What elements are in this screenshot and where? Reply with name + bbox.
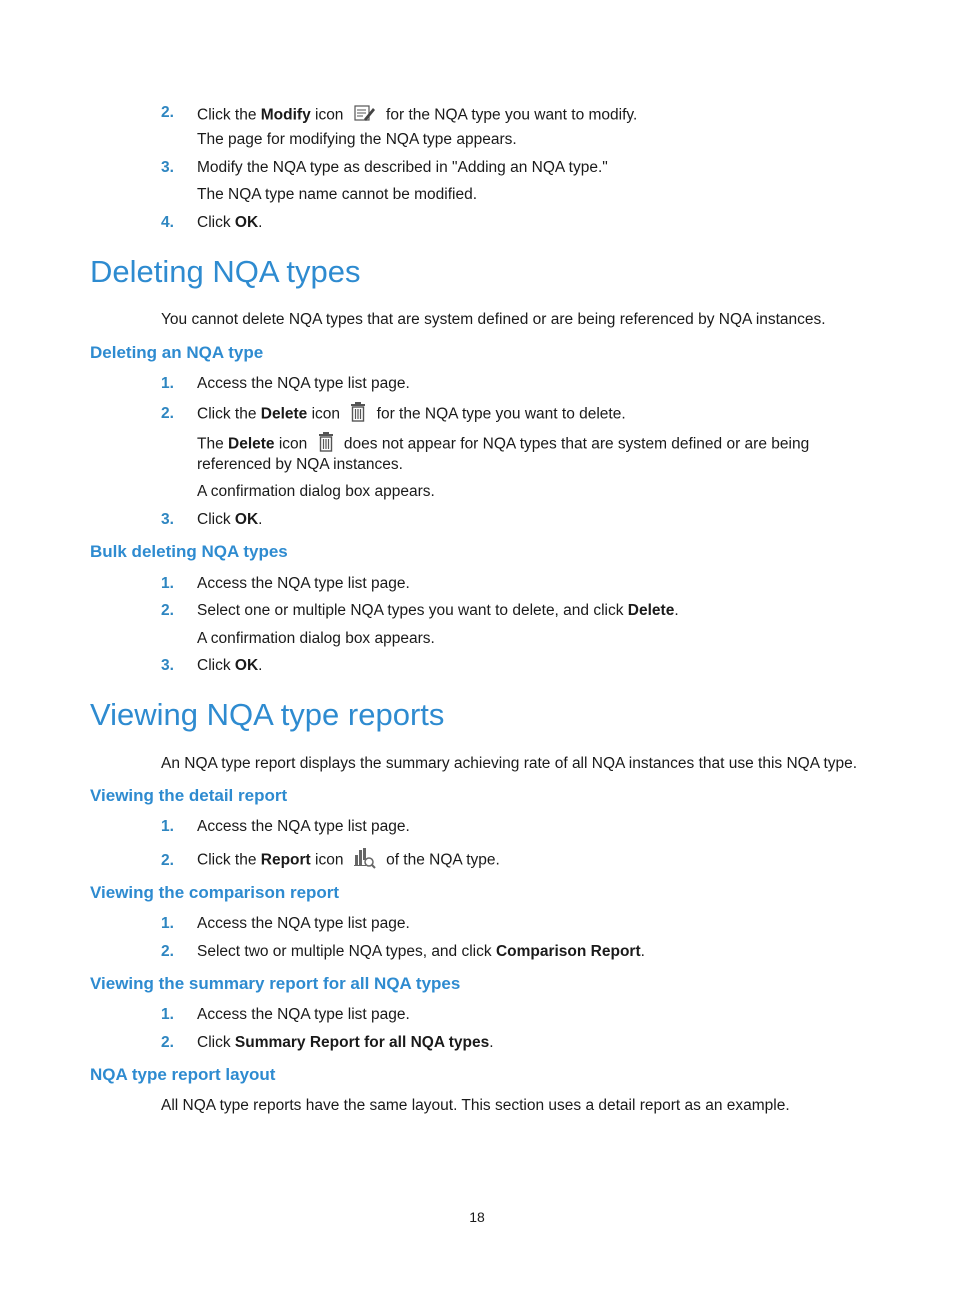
step-text-pre: Click the [197, 106, 261, 124]
step-note [197, 432, 809, 457]
step-text: Access the NQA type list page. [197, 818, 410, 835]
step-text-bold: Comparison Report [495, 943, 641, 960]
section-intro: An NQA type report displays the summary achieving rate of all NQA instances that use this NQA type. [161, 755, 858, 772]
step-note: The NQA type name cannot be modified. [197, 186, 478, 203]
step-text-post: of the NQA type. [381, 851, 500, 869]
step-text-bold: Delete [627, 602, 675, 619]
step-text-mid: icon [307, 405, 341, 423]
step-text-bold: OK [234, 214, 259, 231]
step-note-mid: icon [274, 435, 308, 453]
step-text: Access the NQA type list page. [197, 1006, 410, 1023]
step-number: 2. [161, 852, 174, 869]
modify-icon [354, 104, 376, 127]
step-text-post: for the NQA type you want to delete. [372, 405, 626, 423]
step-note: A confirmation dialog box appears. [197, 630, 435, 647]
step-text-post: . [258, 214, 263, 231]
step-note: The page for modifying the NQA type appears. [197, 131, 517, 148]
step-text [197, 657, 262, 675]
step-number: 3. [161, 159, 174, 176]
step-text-pre: Select one or multiple NQA types you want to delete, and click [197, 602, 628, 619]
section-heading: Deleting NQA types [90, 254, 361, 289]
step-number: 2. [161, 405, 174, 422]
step-text: Access the NQA type list page. [197, 375, 410, 392]
step-text-mid: icon [310, 851, 344, 869]
step-text-post: . [489, 1034, 494, 1051]
step-text [197, 214, 262, 232]
step-text-mid: icon [310, 106, 344, 124]
step-text: Access the NQA type list page. [197, 575, 410, 592]
step-number: 1. [161, 915, 174, 932]
step-number: 1. [161, 818, 174, 835]
step-note-pre: The [197, 435, 229, 453]
step-number: 3. [161, 511, 174, 528]
step-text [197, 1034, 494, 1052]
trash-icon [318, 432, 334, 457]
step-text-pre: Click [197, 511, 235, 528]
step-number: 2. [161, 602, 174, 619]
report-icon [354, 847, 376, 874]
step-number: 2. [161, 1034, 174, 1051]
step-text [197, 402, 626, 427]
step-text-bold: OK [234, 657, 259, 674]
step-text [197, 602, 679, 620]
step-text [197, 511, 262, 529]
step-text-bold: Delete [260, 405, 308, 423]
step-text [197, 847, 500, 874]
section-intro: You cannot delete NQA types that are system defined or are being referenced by NQA instances. [161, 311, 826, 328]
section-heading: Viewing NQA type reports [90, 697, 445, 732]
step-text [197, 943, 645, 961]
step-text-post: . [674, 602, 679, 619]
step-note: referenced by NQA instances. [197, 456, 403, 473]
subsection-heading: Bulk deleting NQA types [90, 542, 288, 561]
subsection-heading: Viewing the comparison report [90, 883, 340, 902]
subsection-heading: Viewing the summary report for all NQA types [90, 974, 461, 993]
step-text: Modify the NQA type as described in "Adding an NQA type." [197, 159, 608, 176]
page-number: 18 [469, 1209, 485, 1225]
step-text-bold: OK [234, 511, 259, 528]
step-note: A confirmation dialog box appears. [197, 483, 435, 500]
subsection-heading: NQA type report layout [90, 1065, 276, 1084]
step-text [197, 104, 637, 127]
step-number: 4. [161, 214, 174, 231]
step-number: 2. [161, 943, 174, 960]
step-text-post: . [258, 511, 263, 528]
step-text-post: . [640, 943, 645, 960]
subsection-heading: Deleting an NQA type [90, 343, 264, 362]
step-text-post: for the NQA type you want to modify. [381, 106, 638, 124]
step-number: 2. [161, 104, 174, 121]
step-text-pre: Click [197, 1034, 235, 1051]
step-text-pre: Click [197, 214, 235, 231]
step-number: 1. [161, 375, 174, 392]
step-note-post: does not appear for NQA types that are system defined or are being [339, 435, 810, 453]
trash-icon [350, 402, 366, 427]
step-text-pre: Click the [197, 405, 261, 423]
step-text-pre: Select two or multiple NQA types, and click [197, 943, 496, 960]
step-number: 1. [161, 1006, 174, 1023]
step-text-pre: Click [197, 657, 235, 674]
step-text-post: . [258, 657, 263, 674]
step-text-bold: Report [260, 851, 311, 869]
step-note-bold: Delete [228, 435, 275, 453]
section-paragraph: All NQA type reports have the same layout. This section uses a detail report as an example. [161, 1097, 790, 1114]
step-text-bold: Modify [260, 106, 311, 124]
step-text-pre: Click the [197, 851, 261, 869]
step-number: 3. [161, 657, 174, 674]
step-text: Access the NQA type list page. [197, 915, 410, 932]
subsection-heading: Viewing the detail report [90, 786, 288, 805]
step-text-bold: Summary Report for all NQA types [234, 1034, 490, 1051]
step-number: 1. [161, 575, 174, 592]
